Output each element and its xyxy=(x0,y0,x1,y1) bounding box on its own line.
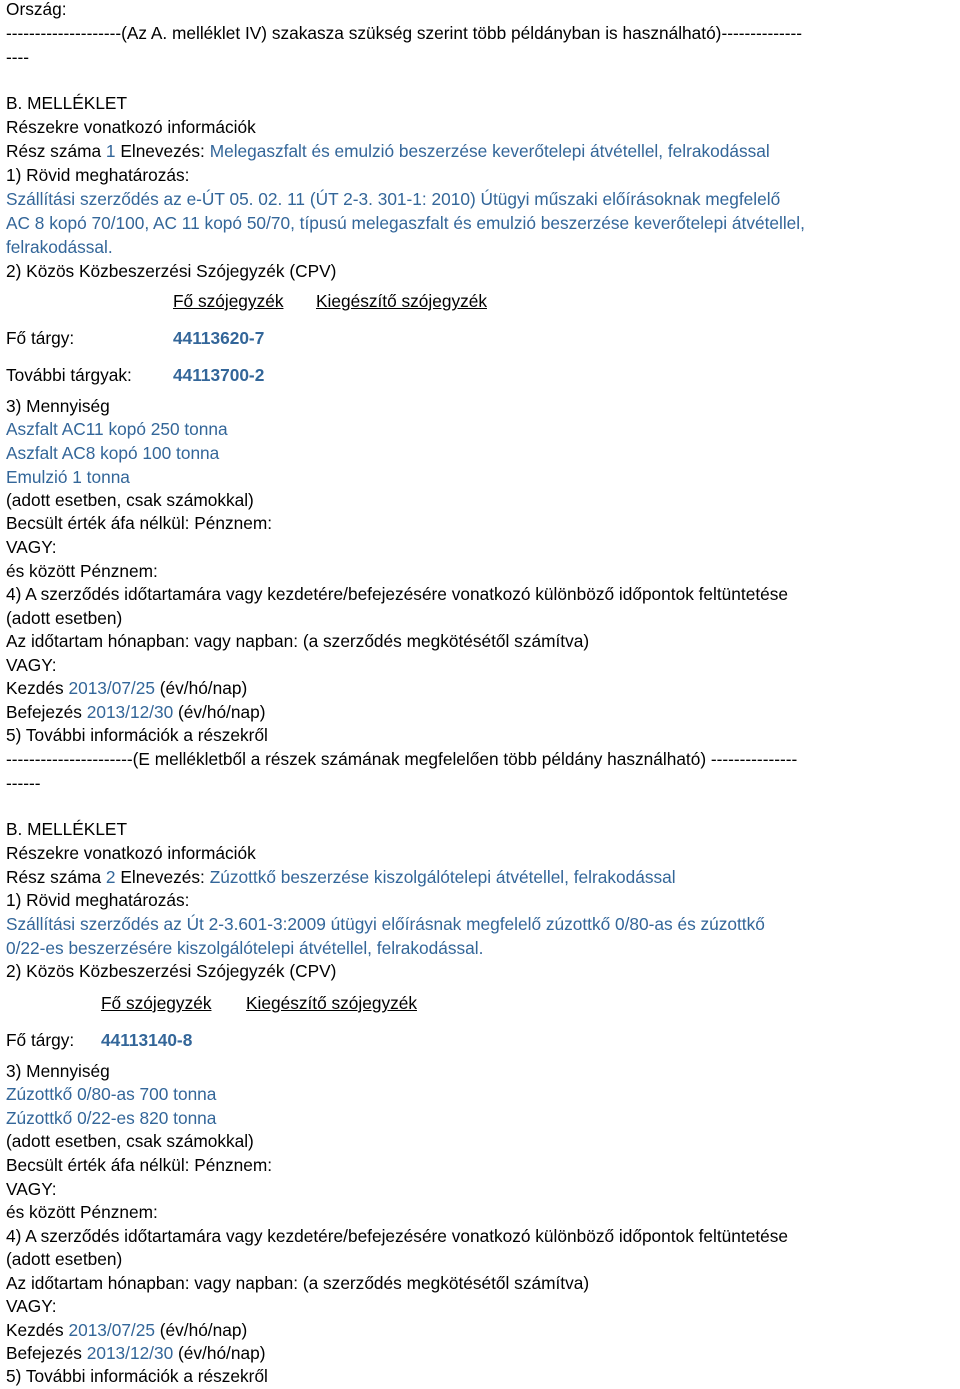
quantity-item: Aszfalt AC11 kopó 250 tonna xyxy=(6,419,228,439)
elnevezes-label: Elnevezés: xyxy=(120,867,205,887)
elnevezes-value: Melegaszfalt és emulzió beszerzése keverőtelepi átvétellel, felrakodással xyxy=(209,141,770,161)
befejezes-label: Befejezés xyxy=(6,1343,82,1363)
part2-rovid-line2: 0/22-es beszerzésére kiszolgálótelepi átvétellel, felrakodással. xyxy=(6,938,484,958)
befejezes-label: Befejezés xyxy=(6,702,82,722)
quantity-item: Zúzottkő 0/80-as 700 tonna xyxy=(6,1084,217,1104)
separator-2: ----------------------(E mellékletből a részek számának megfelelően több példány használható) --------------- xyxy=(6,749,798,769)
part2-kezdes-line xyxy=(6,1319,247,1341)
part1-tovabbi-label: További tárgyak: xyxy=(6,365,132,385)
part2-vagy-2: VAGY: xyxy=(6,1296,57,1316)
part1-idotartam-honap: Az időtartam hónapban: vagy napban: (a szerződés megkötésétől számítva) xyxy=(6,631,590,651)
kezdes-label: Kezdés xyxy=(6,1320,64,1340)
date-format: (év/hó/nap) xyxy=(159,1320,248,1340)
resz-szama-value: 2 xyxy=(105,867,116,887)
part2-fo-targy-code: 44113140-8 xyxy=(101,1030,193,1050)
part1-mennyiseg-label: 3) Mennyiség xyxy=(6,396,110,416)
date-format: (év/hó/nap) xyxy=(178,702,266,722)
part2-cpv-main-header: Fő szójegyzék xyxy=(101,993,212,1013)
date-format: (év/hó/nap) xyxy=(159,678,248,698)
resz-szama-label: Rész száma xyxy=(6,867,102,887)
orszag-label: Ország: xyxy=(6,0,67,19)
part1-subheading: Részekre vonatkozó információk xyxy=(6,117,256,137)
elnevezes-value: Zúzottkő beszerzése kiszolgálótelepi átvétellel, felrakodással xyxy=(209,867,676,887)
part1-vagy-1: VAGY: xyxy=(6,537,57,557)
part2-cpv-label: 2) Közös Közbeszerzési Szójegyzék (CPV) xyxy=(6,961,337,981)
befejezes-date: 2013/12/30 xyxy=(86,702,174,722)
separator-line: --------------------(Az A. melléklet IV) szakasza szükség szerint több példányban is használható)-------------- xyxy=(6,23,803,43)
part1-kezdes-line xyxy=(6,677,247,699)
befejezes-date: 2013/12/30 xyxy=(86,1343,174,1363)
part2-adott-szamok: (adott esetben, csak számokkal) xyxy=(6,1131,254,1151)
part2-resz-line xyxy=(6,866,676,888)
quantity-item: Aszfalt AC8 kopó 100 tonna xyxy=(6,443,220,463)
part1-adott-szamok: (adott esetben, csak számokkal) xyxy=(6,490,254,510)
separator-2-cont: ------ xyxy=(6,773,41,793)
part1-rovid-line3: felrakodással. xyxy=(6,237,113,257)
part1-fo-targy-code: 44113620-7 xyxy=(173,328,265,348)
part2-heading: B. MELLÉKLET xyxy=(6,819,128,839)
part1-vagy-2: VAGY: xyxy=(6,655,57,675)
part1-idotartam-label: 4) A szerződés időtartamára vagy kezdetére/befejezésére vonatkozó különböző időpontok feltüntetése xyxy=(6,584,788,604)
part1-adott-esetben: (adott esetben) xyxy=(6,608,123,628)
part1-tovabbi-code: 44113700-2 xyxy=(173,365,265,385)
part1-becsult: Becsült érték áfa nélkül: Pénznem: xyxy=(6,513,273,533)
part2-tovabbi-info: 5) További információk a részekről xyxy=(6,1366,268,1386)
kezdes-date: 2013/07/25 xyxy=(68,1320,155,1340)
part2-rovid-label: 1) Rövid meghatározás: xyxy=(6,890,190,910)
elnevezes-label: Elnevezés: xyxy=(120,141,205,161)
resz-szama-value: 1 xyxy=(105,141,116,161)
part1-resz-line xyxy=(6,140,770,162)
part1-cpv-label: 2) Közös Közbeszerzési Szójegyzék (CPV) xyxy=(6,261,337,281)
part2-vagy-1: VAGY: xyxy=(6,1179,57,1199)
part1-tovabbi-info: 5) További információk a részekről xyxy=(6,725,268,745)
part1-rovid-line1: Szállítási szerződés az e-ÚT 05. 02. 11 (ÚT 2-3. 301-1: 2010) Útügyi műszaki előírásoknak megfelelő xyxy=(6,189,781,209)
part2-rovid-line1: Szállítási szerződés az Út 2-3.601-3:2009 útügyi előírásnak megfelelő zúzottkő 0/80-as és zúzottkő xyxy=(6,914,765,934)
part1-heading: B. MELLÉKLET xyxy=(6,93,128,113)
part2-fo-targy-label: Fő tárgy: xyxy=(6,1030,75,1050)
part1-es-kozott: és között Pénznem: xyxy=(6,561,158,581)
part1-rovid-label: 1) Rövid meghatározás: xyxy=(6,165,190,185)
part1-cpv-main-header: Fő szójegyzék xyxy=(173,291,284,311)
part2-idotartam-label: 4) A szerződés időtartamára vagy kezdetére/befejezésére vonatkozó különböző időpontok feltüntetése xyxy=(6,1226,788,1246)
part2-befejezes-line xyxy=(6,1342,265,1364)
quantity-item: Zúzottkő 0/22-es 820 tonna xyxy=(6,1108,217,1128)
kezdes-date: 2013/07/25 xyxy=(68,678,155,698)
part2-idotartam-honap: Az időtartam hónapban: vagy napban: (a szerződés megkötésétől számítva) xyxy=(6,1273,590,1293)
resz-szama-label: Rész száma xyxy=(6,141,102,161)
date-format: (év/hó/nap) xyxy=(178,1343,266,1363)
part2-mennyiseg-label: 3) Mennyiség xyxy=(6,1061,110,1081)
separator-line-cont: ---- xyxy=(6,47,30,67)
part2-es-kozott: és között Pénznem: xyxy=(6,1202,158,1222)
part2-subheading: Részekre vonatkozó információk xyxy=(6,843,256,863)
part2-cpv-supp-header: Kiegészítő szójegyzék xyxy=(246,993,417,1013)
part1-fo-targy-label: Fő tárgy: xyxy=(6,328,75,348)
part1-cpv-supp-header: Kiegészítő szójegyzék xyxy=(316,291,487,311)
part2-becsult: Becsült érték áfa nélkül: Pénznem: xyxy=(6,1155,273,1175)
part1-rovid-line2: AC 8 kopó 70/100, AC 11 kopó 50/70, típusú melegaszfalt és emulzió beszerzése keverőtelepi átvétellel, xyxy=(6,213,805,233)
quantity-item: Emulzió 1 tonna xyxy=(6,467,130,487)
part2-adott-esetben: (adott esetben) xyxy=(6,1249,123,1269)
kezdes-label: Kezdés xyxy=(6,678,64,698)
part1-befejezes-line xyxy=(6,701,265,723)
